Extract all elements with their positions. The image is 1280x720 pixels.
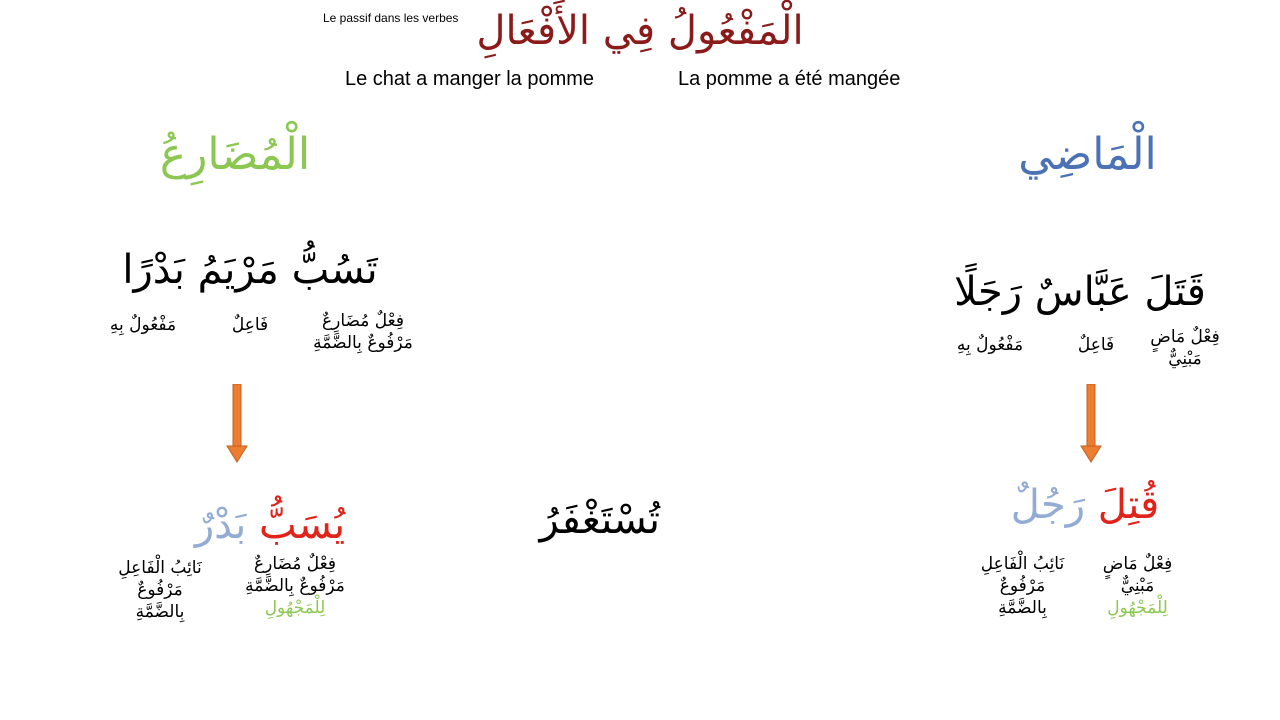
subtitle-french: Le passif dans les verbes: [323, 11, 459, 25]
label-line: بِالضَّمَّةِ: [135, 602, 185, 622]
label-line: نَائِبُ الْفَاعِلِ: [980, 554, 1065, 574]
label-line: مَبْنِيٌّ: [1168, 349, 1202, 369]
label-line: فِعْلٌ مَاضٍ: [1150, 327, 1220, 347]
sentence-madi-active: قَتَلَ عَبَّاسٌ رَجَلًا: [954, 269, 1206, 315]
label-line: لِلْمَجْهُولِ: [1107, 598, 1168, 618]
label-line: مَرْفُوعٌ بِالضَّمَّةِ: [245, 576, 345, 596]
label-madi-passive-verb: [1090, 553, 1185, 619]
label-madi-naib: [965, 553, 1080, 619]
label-line: مَرْفُوعٌ: [999, 576, 1046, 596]
heading-madi: الْمَاضِي: [1018, 129, 1157, 180]
label-line: مَرْفُوعٌ: [137, 580, 183, 600]
label-line: فِعْلٌ مُضَارِعٌ: [254, 554, 336, 574]
passive-subject: بَدْرٌ: [194, 502, 247, 548]
label-madi-fail: فَاعِلٌ: [1077, 335, 1115, 355]
passive-verb: يُسَبُّ: [259, 502, 346, 548]
label-madi-mafool: مَفْعُولٌ بِهِ: [956, 335, 1024, 355]
sentence-mudari-passive: [150, 495, 390, 555]
sentence-mudari-active: تَسُبُّ مَرْيَمُ بَدْرًا: [122, 247, 378, 293]
label-mudari-mafool: مَفْعُولٌ بِهِ: [109, 315, 177, 335]
label-mudari-naib: [110, 557, 210, 623]
down-arrow-icon: [226, 384, 248, 464]
example-active-sentence: Le chat a manger la pomme: [345, 68, 595, 90]
heading-mudari: الْمُضَارِعُ: [159, 129, 311, 180]
label-madi-verb: [1140, 326, 1230, 370]
label-line: لِلْمَجْهُولِ: [264, 598, 326, 618]
label-mudari-verb: [298, 310, 428, 354]
page-title: الْمَفْعُولُ فِي الأَفْعَالِ: [476, 8, 804, 54]
passive-verb: قُتِلَ: [1097, 482, 1160, 528]
label-line: مَبْنِيٌّ: [1120, 576, 1155, 596]
label-line: بِالضَّمَّةِ: [998, 598, 1047, 618]
down-arrow-icon: [1080, 384, 1102, 464]
label-line: فِعْلٌ مَاضٍ: [1102, 554, 1173, 574]
passive-subject: رَجُلٌ: [1010, 482, 1086, 528]
sentence-madi-passive: [995, 475, 1175, 535]
example-passive-sentence: La pomme a été mangée: [678, 68, 901, 90]
label-line: مَرْفُوعٌ بِالضَّمَّةِ: [313, 333, 413, 353]
label-mudari-passive-verb: [230, 553, 360, 619]
label-line: نَائِبُ الْفَاعِلِ: [118, 558, 202, 578]
label-line: فِعْلٌ مُضَارِعٌ: [322, 311, 404, 331]
extra-word: تُسْتَغْفَرُ: [539, 497, 660, 543]
label-mudari-fail: فَاعِلٌ: [231, 315, 269, 335]
